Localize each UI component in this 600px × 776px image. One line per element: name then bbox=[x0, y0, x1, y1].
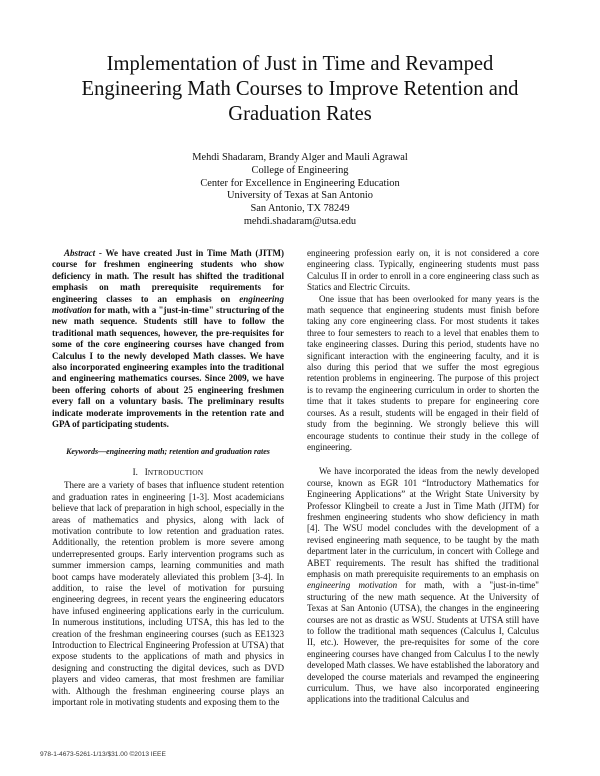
author-block bbox=[150, 152, 450, 229]
intro-paragraph-3-text-1: We have incorporated the ideas from the newly developed course, known as EGR 101 “Introductory Mathematics for Engineering Applications” at the Wright State University by Professor Klingbeil to create a Just in Time Math (JITM) for freshmen engineering students who show deficiency in math [4]. The WSU model concludes with the development of a revised engineering math sequence, to be taught by the math department later in the curriculum, in concert with College and ABET requirements. The result has shifted the traditional emphasis on math prerequisite requirements to an emphasis on bbox=[307, 466, 539, 579]
abstract-emphasis: engineering motivation bbox=[52, 293, 284, 316]
intro-paragraph-3-emphasis: engineering motivation bbox=[307, 580, 398, 591]
affiliation-university: University of Texas at San Antonio bbox=[227, 190, 373, 202]
abstract-text-2: for math, with a "just-in-time" structuring of the new math sequence. Students still have to follow the traditional math sequences, however, the pre-requisites for some of the core engineering courses have changed from Calculus I to the newly developed Math classes. We have also incorporated engineering examples into the traditional and engineering mathematics courses. Since 2009, we have been offering cohorts of about 25 engineering freshmen every fall on a voluntary basis. The preliminary results indicate moderate improvements in the retention rate and GPA of participating students. bbox=[52, 305, 284, 430]
affiliation-center: Center for Excellence in Engineering Education bbox=[200, 177, 400, 189]
right-column bbox=[307, 248, 539, 706]
affiliation-address: San Antonio, TX 78249 bbox=[250, 203, 350, 215]
paper-title: Implementation of Just in Time and Revamped Engineering Math Courses to Improve Retention and Graduation Rates bbox=[81, 53, 519, 125]
intro-paragraph-1: There are a variety of bases that influence student retention and graduation rates in engineering [1-3]. Most academicians believe that lack of preparation in high school, especially in the areas of mathematics and physics, along with lack of motivation contribute to low retention and graduation rates. Additionally, the retention problem is more severe among underrepresented groups. Early intervention programs such as summer immersion camps, learning communities and math boot camps have moderately alleviated this problem [3-4]. In addition, to raise the level of motivation for pursuing engineering degrees, in recent years the engineering educators have infused engineering applications early in the curriculum. In numerous institutions, including UTSA, this has led to the creation of the freshman engineering courses (such as EE1323 Introduction to Electrical Engineering Profession at UTSA) that expose students to the applications of math and physics in designing and constructing the digital devices, such as DVD players and video cameras, that most freshmen are familiar with. Although the freshman engineering course plays an important role in motivating students and exposing them to the bbox=[52, 480, 284, 708]
copyright-footer: 978-1-4673-5261-1/13/$31.00 ©2013 IEEE bbox=[40, 751, 166, 758]
affiliation-college: College of Engineering bbox=[251, 164, 349, 176]
author-email: mehdi.shadaram@utsa.edu bbox=[243, 215, 357, 227]
section-number: I. bbox=[132, 466, 138, 477]
section-heading-introduction bbox=[52, 467, 284, 478]
section-initial: I bbox=[144, 466, 148, 477]
intro-paragraph-3 bbox=[307, 466, 539, 706]
author-names: Mehdi Shadaram, Brandy Alger and Mauli Agrawal bbox=[192, 152, 408, 163]
left-column bbox=[52, 248, 284, 708]
intro-paragraph-1-continued: engineering profession early on, it is not considered a core engineering class. Typically, engineering students must pass Calculus II in order to enroll in a core engineering class such as Statics and Electric Circuits. bbox=[307, 248, 539, 293]
section-title-rest: NTRODUCTION bbox=[147, 467, 204, 477]
keywords: Keywords—engineering math; retention and graduation rates bbox=[66, 446, 270, 456]
intro-paragraph-3-text-2: for math, with a "just-in-time" structuring of the new math sequence. At the University of Texas at San Antonio (UTSA), the changes in the engineering courses are not as drastic as WSU. Students at UTSA still have to follow the traditional math sequences (Calculus I, Calculus II, etc.). However, the pre-requisites for some of the core engineering courses have changed from Calculus I to the newly developed Math classes. We have established the laboratory and developed the course materials and revamped the engineering curriculum. Thus, we have also incorporated engineering applications into the traditional Calculus and bbox=[307, 580, 539, 705]
abstract-text-1: - We have created Just in Time Math (JITM) course for freshmen engineering students who show deficiency in math. The result has shifted the traditional emphasis on math prerequisite requirements for engineering classes to an emphasis on bbox=[52, 248, 284, 304]
intro-paragraph-2: One issue that has been overlooked for many years is the math sequence that engineering students must finish before taking any core engineering class. For most students it takes three to four semesters to reach to a level that enables them to take engineering classes. During this period, students have no significant interaction with the engineering faculty, and it is also during this period that we suffer the most egregious retention problems in engineering. The purpose of this project is to revamp the engineering curriculum in order to shorten the time that it takes students to prepare for engineering core courses. As a result, students will be engaged in their field of study from the beginning. We strongly believe this will encourage students to continue their study in the college of engineering. bbox=[307, 293, 539, 452]
abstract-lead: Abstract bbox=[64, 248, 96, 258]
abstract bbox=[52, 248, 284, 431]
